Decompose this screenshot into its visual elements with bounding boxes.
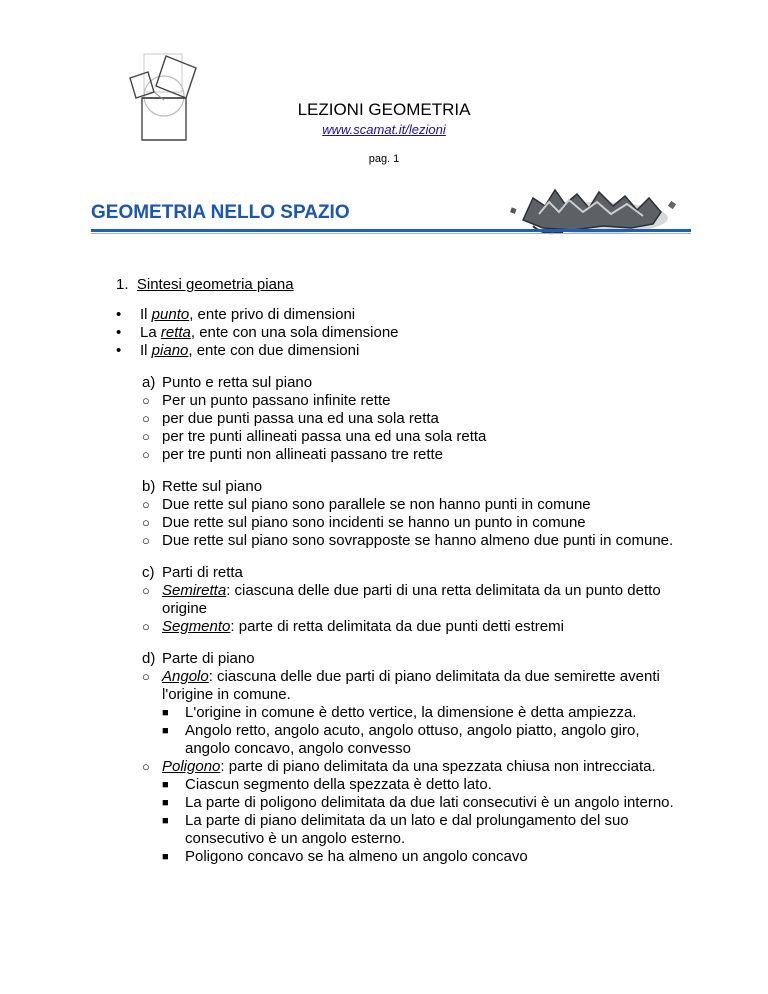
section-title: GEOMETRIA NELLO SPAZIO (91, 202, 350, 223)
subsection-d-title: d) Parte di piano (142, 650, 255, 667)
list-item: ■ Poligono concavo se ha almeno un angolo concavo (162, 848, 528, 865)
heading-sintesi-text: Sintesi geometria piana (136, 276, 294, 293)
list-item: ○ Per un punto passano infinite rette (142, 392, 391, 409)
list-item: ○ per due punti passa una ed una sola retta (142, 410, 439, 427)
list-item-continuation: origine (162, 600, 208, 617)
list-item-continuation: l'origine in comune. (162, 686, 291, 703)
list-item: ○ Due rette sul piano sono incidenti se hanno un punto in comune (142, 514, 586, 531)
list-item: ○ per tre punti non allineati passano tre rette (142, 446, 444, 463)
list-item: • La retta, ente con una sola dimensione (116, 324, 399, 341)
list-item: • Il piano, ente con due dimensioni (116, 342, 360, 359)
list-item: • Il punto, ente privo di dimensioni (116, 306, 356, 323)
list-item: ■ La parte di poligono delimitata da due lati consecutivi è un angolo interno. (162, 794, 674, 811)
page-number: pag. 1 (368, 153, 400, 165)
subsection-b-title: b) Rette sul piano (142, 478, 263, 495)
list-item: ○ per tre punti allineati passa una ed una sola retta (142, 428, 487, 445)
list-item: ■ Ciascun segmento della spezzata è detto lato. (162, 776, 492, 793)
list-item-continuation: angolo concavo, angolo convesso (185, 740, 411, 757)
site-title: LEZIONI GEOMETRIA (297, 100, 471, 119)
list-item: ○ Angolo: ciascuna delle due parti di piano delimitata da due semirette aventi (142, 668, 660, 685)
list-item: ■ Angolo retto, angolo acuto, angolo ottuso, angolo piatto, angolo giro, (162, 722, 640, 739)
list-item: ○ Due rette sul piano sono sovrapposte se hanno almeno due punti in comune. (142, 532, 674, 549)
list-item: ○ Poligono: parte di piano delimitata da una spezzata chiusa non intrecciata. (142, 758, 656, 775)
list-item: ■ La parte di piano delimitata da un lato e dal prolungamento del suo (162, 812, 629, 829)
heading-sintesi: 1. Sintesi geometria piana (116, 276, 294, 293)
subsection-a-title: a) Punto e retta sul piano (142, 374, 313, 391)
section-divider-shadow (91, 233, 691, 234)
list-item: ○ Semiretta: ciascuna delle due parti di una retta delimitata da un punto detto (142, 582, 661, 599)
list-item: ■ L'origine in comune è detto vertice, la dimensione è detta ampiezza. (162, 704, 637, 721)
site-url-link[interactable]: www.scamat.it/lezioni (322, 122, 446, 137)
list-item: ○ Segmento: parte di retta delimitata da due punti detti estremi (142, 618, 564, 635)
list-item: ○ Due rette sul piano sono parallele se non hanno punti in comune (142, 496, 591, 513)
subsection-c-title: c) Parti di retta (142, 564, 243, 581)
list-item-continuation: consecutivo è un angolo esterno. (185, 830, 406, 847)
section-divider (91, 229, 691, 232)
